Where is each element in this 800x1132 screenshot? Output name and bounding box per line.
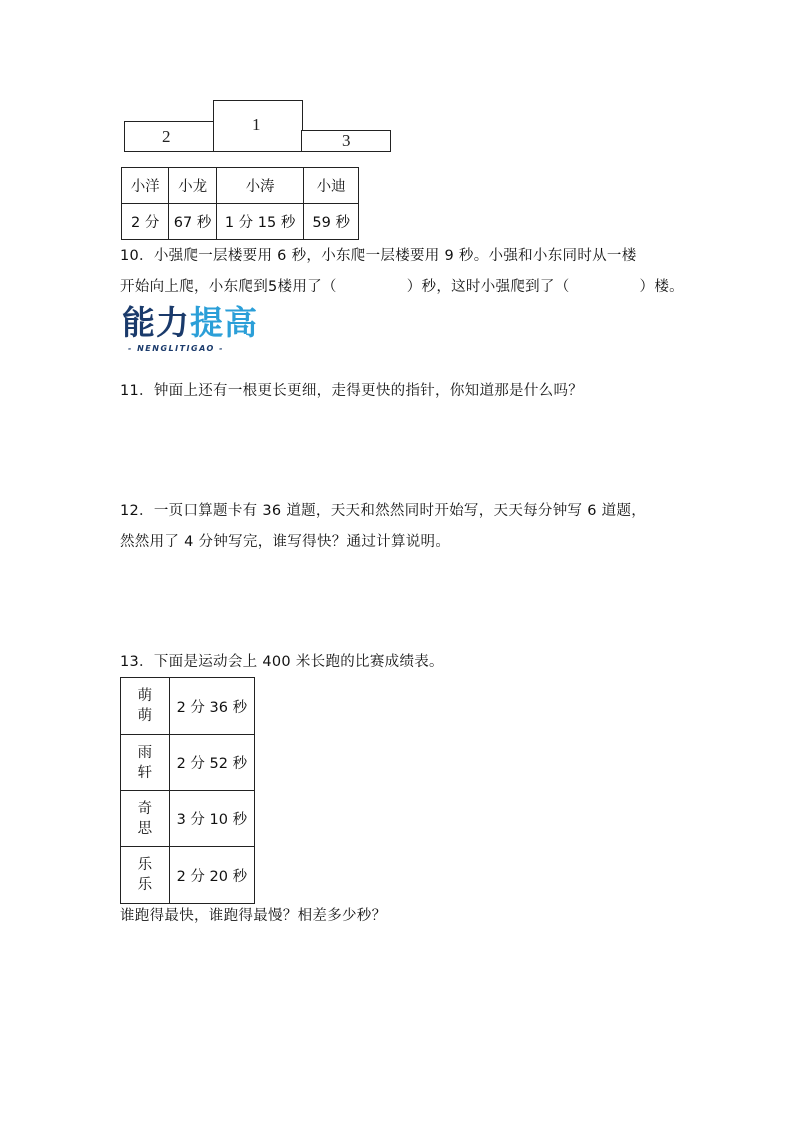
table-cell: 小洋 <box>122 168 169 204</box>
question-12-line-2: 然然用了 4 分钟写完，谁写得快？通过计算说明。 <box>120 534 451 550</box>
podium-third-label: 3 <box>342 131 351 150</box>
runner-time: 2 分 52 秒 <box>169 735 254 791</box>
table-row <box>121 847 255 904</box>
runner-time: 3 分 10 秒 <box>169 791 254 847</box>
podium-first-label: 1 <box>252 115 261 134</box>
runner-name: 奇 思 <box>121 791 170 847</box>
logo-text-light: 提高 <box>190 303 258 342</box>
question-12-line-1: 12．一页口算题卡有 36 道题，天天和然然同时开始写，天天每分钟写 6 道题， <box>120 503 647 519</box>
time-table-1 <box>121 167 359 240</box>
table-row <box>121 678 255 735</box>
podium-second-label: 2 <box>162 127 171 146</box>
table-row <box>121 735 255 791</box>
section-logo <box>122 304 258 342</box>
runner-name: 乐 乐 <box>121 847 170 904</box>
table-cell: 小龙 <box>169 168 216 204</box>
table-cell: 小涛 <box>216 168 304 204</box>
table-cell: 67 秒 <box>169 204 216 240</box>
table-row <box>121 791 255 847</box>
question-10-text-a: 开始向上爬，小东爬到5楼用了（ <box>120 279 337 295</box>
question-10-line-2 <box>120 273 684 301</box>
runner-name: 萌 萌 <box>121 678 170 735</box>
question-13-intro: 13．下面是运动会上 400 米长跑的比赛成绩表。 <box>120 654 444 670</box>
question-10-text-b: ）秒，这时小强爬到了（ <box>406 279 570 295</box>
runner-time: 2 分 20 秒 <box>169 847 254 904</box>
logo-text-dark: 能力 <box>122 303 190 342</box>
table-cell: 2 分 <box>122 204 169 240</box>
question-13-prompt: 谁跑得最快，谁跑得最慢？相差多少秒？ <box>120 908 387 924</box>
runner-time: 2 分 36 秒 <box>169 678 254 735</box>
table-cell: 59 秒 <box>304 204 359 240</box>
question-10-line-1: 10．小强爬一层楼要用 6 秒，小东爬一层楼要用 9 秒。小强和小东同时从一楼 <box>120 248 637 264</box>
runner-name: 雨 轩 <box>121 735 170 791</box>
logo-subtitle: - NENGLITIGAO - <box>128 344 224 353</box>
table-cell: 1 分 15 秒 <box>216 204 304 240</box>
race-results-table <box>120 677 255 904</box>
question-10-text-c: ）楼。 <box>639 279 684 295</box>
question-11: 11．钟面上还有一根更长更细，走得更快的指针，你知道那是什么吗？ <box>120 383 584 399</box>
table-cell: 小迪 <box>304 168 359 204</box>
